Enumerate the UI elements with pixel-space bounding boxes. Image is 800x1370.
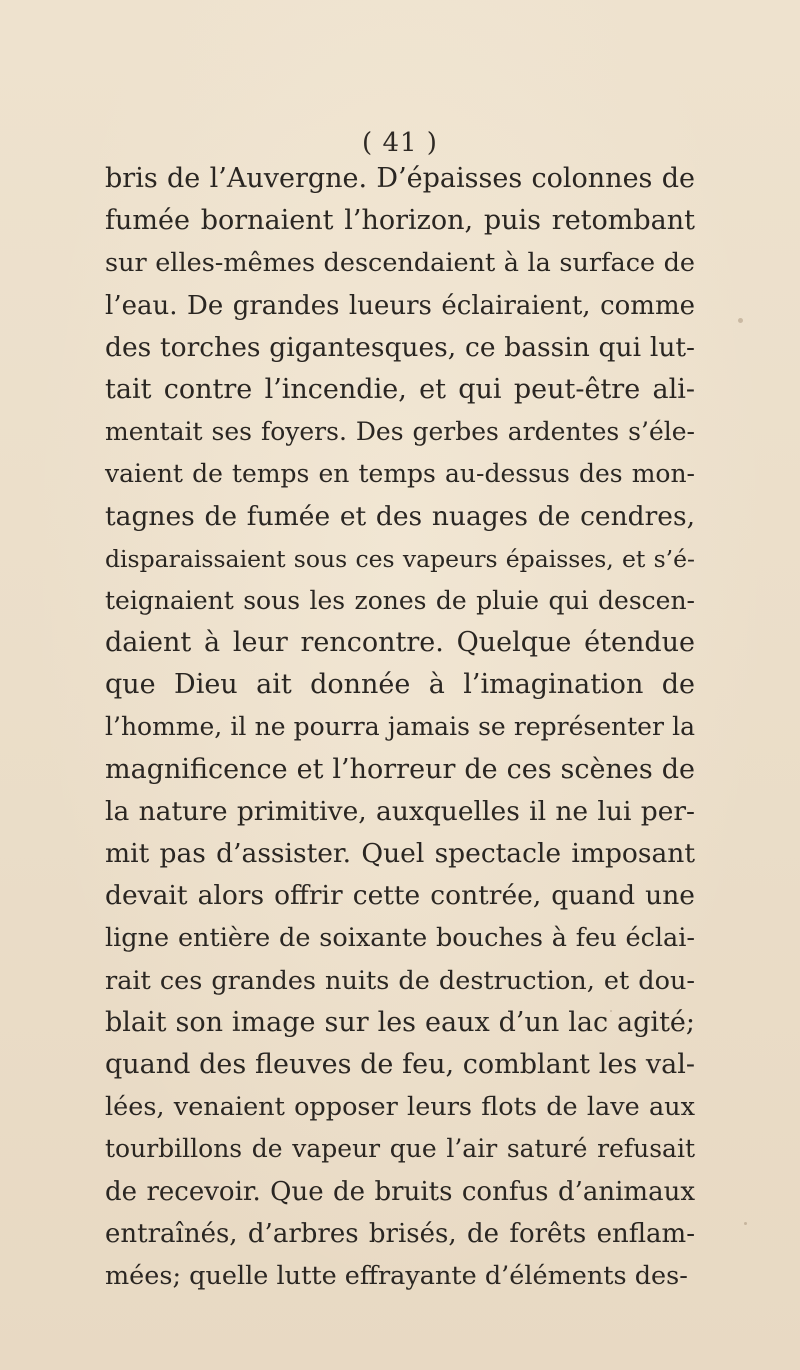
text-line: la nature primitive, auxquelles il ne lui per- <box>105 795 695 827</box>
text-line: l’eau. De grandes lueurs éclairaient, comme <box>105 290 695 321</box>
text-line: tait contre l’incendie, et qui peut-être ali- <box>105 373 695 405</box>
paper-speck <box>738 318 743 323</box>
text-line: de recevoir. Que de bruits confus d’animaux <box>105 1176 695 1207</box>
text-line: rait ces grandes nuits de destruction, et dou- <box>105 965 695 996</box>
text-line: tourbillons de vapeur que l’air saturé refusait <box>105 1134 695 1164</box>
text-line: devait alors offrir cette contrée, quand une <box>105 880 695 912</box>
paper-speck <box>744 1222 747 1225</box>
text-line: l’homme, il ne pourra jamais se représenter la <box>105 712 695 742</box>
text-line: blait son image sur les eaux d’un lac agité; <box>105 1006 695 1038</box>
text-line: tagnes de fumée et des nuages de cendres, <box>105 500 695 532</box>
text-line: vaient de temps en temps au-dessus des mon- <box>105 459 695 489</box>
body-text <box>105 158 695 1297</box>
text-line: mées; quelle lutte effrayante d’éléments des- <box>105 1260 688 1291</box>
text-line: quand des fleuves de feu, comblant les val- <box>105 1048 695 1080</box>
paper-speck <box>610 1010 612 1012</box>
text-line: mit pas d’assister. Quel spectacle imposant <box>105 838 695 869</box>
text-line: magnificence et l’horreur de ces scènes de <box>105 753 695 785</box>
text-line: disparaissaient sous ces vapeurs épaisses, et s’é- <box>105 544 695 573</box>
text-line: mentait ses foyers. Des gerbes ardentes s’éle- <box>105 417 695 447</box>
text-line: ligne entière de soixante bouches à feu éclai- <box>105 923 695 954</box>
text-line: sur elles-mêmes descendaient à la surface de <box>105 248 695 279</box>
text-line: fumée bornaient l’horizon, puis retombant <box>105 205 695 237</box>
text-line: entraînés, d’arbres brisés, de forêts enflam- <box>105 1218 695 1249</box>
text-line: bris de l’Auvergne. D’épaisses colonnes de <box>105 163 695 194</box>
text-line: que Dieu ait donnée à l’imagination de <box>105 669 695 701</box>
text-line: des torches gigantesques, ce bassin qui lut- <box>105 331 695 363</box>
page-number: ( 41 ) <box>362 128 438 158</box>
text-line: daient à leur rencontre. Quelque étendue <box>105 627 695 659</box>
text-line: teignaient sous les zones de pluie qui descen- <box>105 585 695 615</box>
text-line: lées, venaient opposer leurs flots de lave aux <box>105 1092 695 1123</box>
